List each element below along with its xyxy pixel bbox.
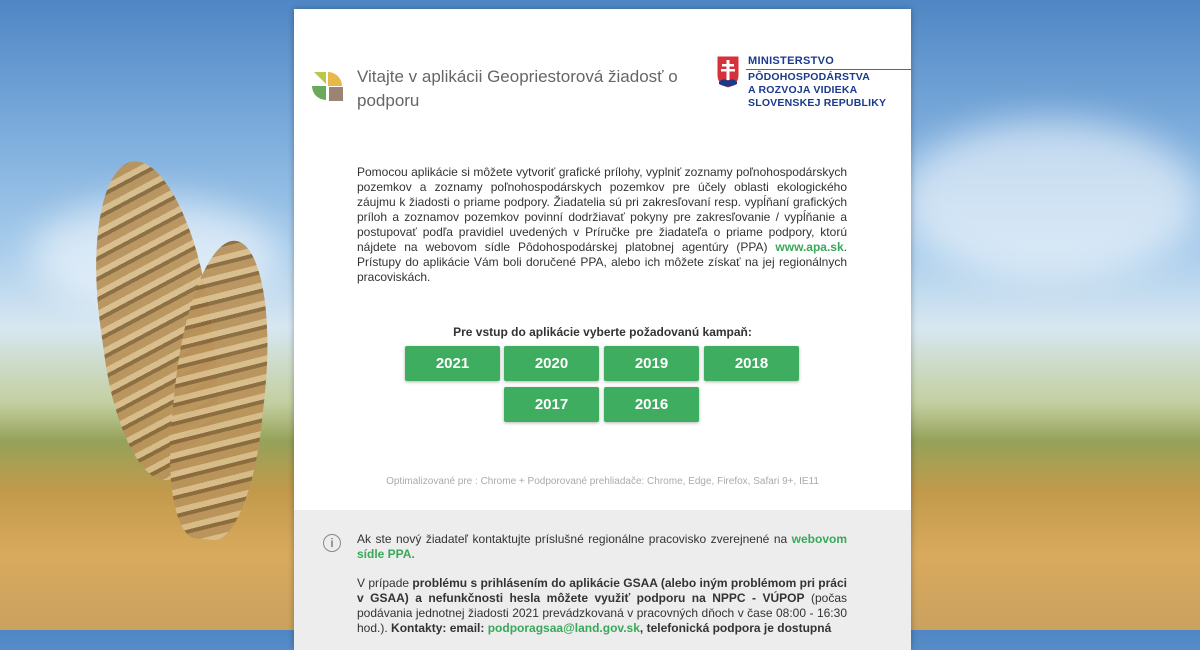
support-email-link[interactable]: podporagsaa@land.gov.sk bbox=[487, 621, 640, 635]
campaign-2020-button[interactable]: 2020 bbox=[504, 346, 599, 381]
ppa-website-link[interactable]: webovom sídle PPA. bbox=[357, 532, 847, 561]
new-applicant-info bbox=[357, 532, 847, 562]
page-title: Vitajte v aplikácii Geopriestorová žiadosť o podporu bbox=[357, 67, 678, 110]
app-logo-icon bbox=[312, 70, 344, 102]
login-card bbox=[294, 9, 911, 649]
intro-text bbox=[357, 165, 847, 285]
apa-website-link[interactable]: www.apa.sk bbox=[775, 240, 844, 254]
support-text-bold: problému s prihlásením do aplikácie GSAA (alebo iným problémom pri práci v GSAA) a nefunkčnosti hesla môžete využiť podporu na NPPC - VÚPOP bbox=[357, 576, 847, 605]
campaign-label: Pre vstup do aplikácie vyberte požadovanú kampaň: bbox=[453, 325, 752, 339]
ministry-name-line1: MINISTERSTVO bbox=[748, 55, 835, 67]
intro-text-part2: . Prístupy do aplikácie Vám boli doručené PPA, alebo ich môžete získať na jej regionálnych pracoviskách. bbox=[357, 240, 847, 284]
campaign-2018-button[interactable]: 2018 bbox=[704, 346, 799, 381]
new-applicant-text: Ak ste nový žiadateľ kontaktujte príslušné regionálne pracovisko zverejnené na bbox=[357, 532, 792, 546]
ministry-name-line2: PÔDOHOSPODÁRSTVA bbox=[748, 71, 871, 83]
support-text-tail: , telefonická podpora je dostupná bbox=[639, 621, 832, 635]
support-text-mid: (počas podávania jednotnej žiadosti 2021 prevádzkovaná v pracovných dňoch v čase 08:00 - 16:30 hod.). bbox=[357, 591, 847, 635]
info-icon: i bbox=[323, 534, 341, 552]
support-text-prefix: V prípade bbox=[357, 576, 413, 590]
ministry-divider bbox=[746, 69, 911, 70]
campaign-2019-button[interactable]: 2019 bbox=[604, 346, 699, 381]
ministry-name-line4: SLOVENSKEJ REPUBLIKY bbox=[748, 97, 887, 109]
background-cloud bbox=[900, 120, 1200, 280]
support-info bbox=[357, 576, 847, 636]
campaign-2017-button[interactable]: 2017 bbox=[504, 387, 599, 422]
ministry-name-line3: A ROZVOJA VIDIEKA bbox=[748, 84, 858, 96]
campaign-2021-button[interactable]: 2021 bbox=[405, 346, 500, 381]
slovak-coat-of-arms-icon bbox=[716, 55, 740, 89]
ministry-name-lines bbox=[748, 71, 886, 110]
support-contacts-label: Kontakty: email: bbox=[391, 621, 488, 635]
info-panel bbox=[294, 510, 911, 650]
campaign-2016-button[interactable]: 2016 bbox=[604, 387, 699, 422]
ministry-logo bbox=[716, 55, 911, 115]
browser-support-note: Optimalizované pre : Chrome + Podporované prehliadače: Chrome, Edge, Firefox, Safari 9+, IE11 bbox=[386, 476, 819, 487]
card-header bbox=[294, 9, 911, 139]
intro-text-part1: Pomocou aplikácie si môžete vytvoriť grafické prílohy, vyplniť zoznamy poľnohospodárskych pozemkov a zoznamy poľnohospodárskych pozemkov pre účely oblasti ekologického záujmu k žiadosti o priame podpory. Žiadatelia sú pri zakresľovaní resp. vypĺňaní grafických príloh a zoznamov pozemkov povinní dodržiavať pokyny pre zakresľovanie / vypĺňanie a postupovať podľa pravidiel uvedených v Príručke pre žiadateľa o priame podpory, ktorú nájdete na webovom sídle Pôdohospodárskej platobnej agentúry (PPA) bbox=[357, 165, 847, 254]
